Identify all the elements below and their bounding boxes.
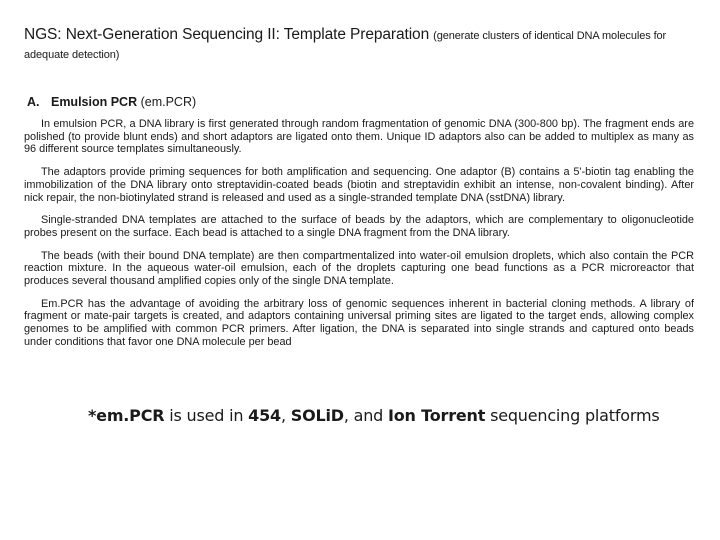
paragraph: In emulsion PCR, a DNA library is first generated through random fragmentation of genomic DNA (300-800 bp). The fragment ends are polished (to provide blunt ends) and short adaptors are ligated onto them. Unique ID adaptors also can be added to multiplex as many as 96 different source templates simultaneously. [24, 118, 694, 156]
paragraph: Single-stranded DNA templates are attached to the surface of beads by the adaptors, which are complementary to oligonucleotide probes present on the surface. Each bead is attached to a single DNA fragment from the DNA library. [24, 214, 694, 239]
note-prefix: *em.PCR [88, 406, 165, 425]
note-text: is used in [164, 406, 249, 425]
platform-454: 454 [248, 406, 281, 425]
note-separator: , [280, 406, 291, 425]
platform-solid: SOLiD [290, 406, 344, 425]
paragraph: The adaptors provide priming sequences for both amplification and sequencing. One adaptor (B) contains a 5'-biotin tag enabling the immobilization of the DNA library onto streptavidin-coated beads (biotin and streptavidin exhibit an intense, non-covalent binding). After nick repair, the non-biotinylated strand is released and used as a single-stranded template DNA (sstDNA) library. [24, 166, 694, 204]
page-title [24, 26, 704, 64]
paragraph: Em.PCR has the advantage of avoiding the arbitrary loss of genomic sequences inherent in bacterial cloning methods. A library of fragment or mate-pair targets is created, and adaptors containing universal priming sites are ligated to the target ends, allowing complex genomes to be amplified with common PCR primers. After ligation, the DNA is separated into single strands and captured onto beads under conditions that favor one DNA molecule per bead [24, 297, 694, 348]
section-label: Emulsion PCR [50, 95, 138, 109]
platform-ion-torrent: Ion Torrent [388, 406, 486, 425]
section-heading [27, 95, 196, 109]
platform-note [88, 406, 659, 426]
note-suffix: sequencing platforms [485, 406, 660, 425]
title-subtitle: (generate clusters of identical DNA molecules for adequate detection) [24, 30, 667, 61]
body-text [24, 118, 694, 359]
title-main: NGS: Next-Generation Sequencing II: Template Preparation [24, 26, 430, 43]
section-letter: A. [27, 95, 40, 109]
note-separator: , and [343, 406, 389, 425]
section-abbreviation: (em.PCR) [140, 95, 197, 109]
paragraph: The beads (with their bound DNA template) are then compartmentalized into water-oil emulsion droplets, which also contain the PCR reaction mixture. In the aqueous water-oil emulsion, each of the droplets capturing one bead functions as a PCR microreactor that produces several thousand amplified copies only of the single DNA template. [24, 249, 694, 288]
